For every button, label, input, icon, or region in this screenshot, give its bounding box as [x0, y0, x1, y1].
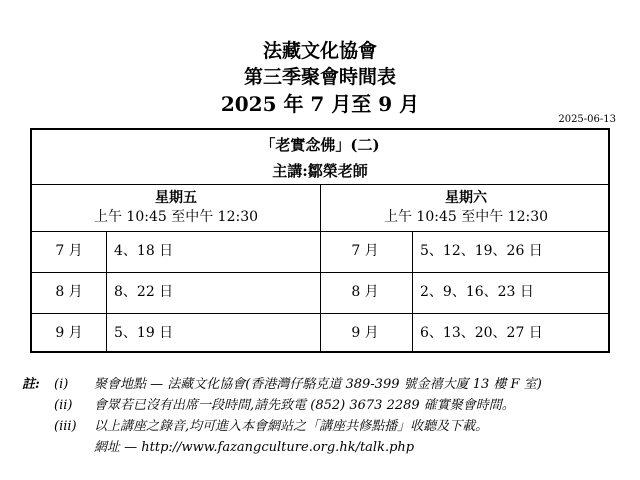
day-header-friday: [32, 189, 320, 227]
month-cell: 9 月: [55, 325, 83, 341]
month-cell: 9 月: [351, 325, 379, 341]
table-divider: [320, 184, 321, 351]
month-cell: 7 月: [351, 243, 379, 259]
note-text: 會眾若已沒有出席一段時間,請先致電 (852) 3673 2289 確實聚會時間。: [94, 398, 515, 413]
schedule-table: [30, 128, 610, 353]
month-cell: 8 月: [55, 284, 83, 300]
dates-cell: 4、18 日: [114, 243, 174, 259]
course-lecturer: 主講:鄒榮老師: [272, 162, 368, 180]
day-header-saturday: [322, 189, 610, 227]
note-number: (i): [54, 377, 69, 392]
notes-label: 註:: [22, 377, 40, 392]
note-number: (ii): [54, 398, 73, 413]
dates-cell: 8、22 日: [114, 284, 174, 300]
note-text: 以上講座之錄音,均可進入本會網站之「講座共修點播」收聽及下載。: [94, 419, 489, 434]
note-text: 聚會地點 — 法藏文化協會(香港灣仔駱克道 389-399 號金禧大廈 13 樓 F 室): [94, 377, 542, 392]
dates-cell: 5、12、19、26 日: [420, 243, 543, 259]
dates-cell: 6、13、20、27 日: [420, 325, 543, 341]
day-time: 上午 10:45 至中午 12:30: [383, 209, 549, 225]
day-name: 星期六: [445, 190, 487, 206]
month-cell: 7 月: [55, 243, 83, 259]
period-title: 2025 年 7 月至 9 月: [220, 92, 420, 116]
day-name: 星期五: [155, 190, 197, 206]
dates-cell: 5、19 日: [114, 325, 174, 341]
month-cell: 8 月: [351, 284, 379, 300]
day-time: 上午 10:45 至中午 12:30: [93, 209, 259, 225]
course-name: 「老實念佛」(二): [260, 136, 380, 154]
schedule-title: 第三季聚會時間表: [243, 66, 396, 88]
document-date: 2025-06-13: [558, 114, 616, 125]
note-number: (iii): [54, 419, 77, 434]
website-link[interactable]: 網址 — http://www.fazangculture.org.hk/talk.php: [94, 440, 415, 455]
dates-cell: 2、9、16、23 日: [420, 284, 534, 300]
org-title: 法藏文化協會: [262, 40, 377, 62]
